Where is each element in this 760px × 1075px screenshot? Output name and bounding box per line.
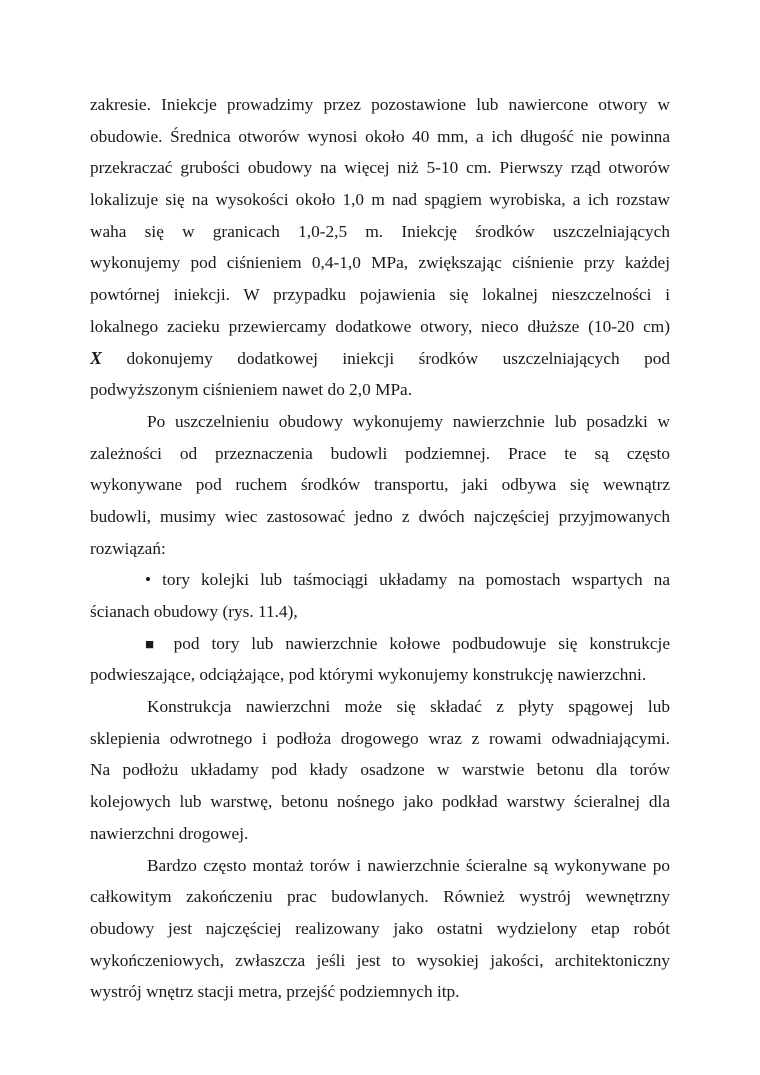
text-line: budowli, musimy wiec zastosować jedno z dwóch najczęściej przyjmowanych: [90, 506, 670, 526]
bullet-item-1: [90, 564, 670, 627]
paragraph-4: [90, 850, 670, 1008]
text-line: Po uszczelnieniu obudowy wykonujemy nawierzchnie lub posadzki w: [147, 411, 670, 431]
text-line: wystrój wnętrz stacji metra, przejść podziemnych itp.: [90, 982, 460, 1002]
bullet-square-icon: ■: [145, 636, 162, 653]
text-line: obudowy jest najczęściej realizowany jako ostatni wydzielony etap robót: [90, 918, 670, 938]
text-segment: dokonujemy dodatkowej iniekcji środków uszczelniających pod: [126, 348, 670, 368]
paragraph-3: [90, 691, 670, 849]
text-line: wykończeniowych, zwłaszcza jeśli jest to wysokiej jakości, architektoniczny: [90, 950, 670, 970]
text-line: Konstrukcja nawierzchni może się składać z płyty spągowej lub: [147, 697, 670, 717]
text-line: zależności od przeznaczenia budowli podziemnej. Prace te są często: [90, 443, 670, 463]
paragraph-1: [90, 89, 670, 406]
text-line-with-marker: [90, 343, 670, 375]
text-line: lokalnego zacieku przewiercamy dodatkowe otwory, nieco dłuższe (10-20 cm): [90, 316, 670, 336]
text-line: wykonywane pod ruchem środków transportu, jaki odbywa się wewnątrz: [90, 475, 670, 495]
text-line: ścianach obudowy (rys. 11.4),: [90, 602, 298, 621]
text-line: sklepienia odwrotnego i podłoża drogowego wraz z rowami odwadniającymi.: [90, 728, 670, 748]
text-line: podwyższonym ciśnieniem nawet do 2,0 MPa.: [90, 380, 413, 400]
text-line: waha się w granicach 1,0-2,5 m. Iniekcję środków uszczelniających: [90, 221, 670, 241]
text-segment: tory kolejki lub taśmociągi układamy na pomostach wspartych na: [162, 570, 670, 590]
text-line: zakresie. Iniekcje prowadzimy przez pozostawione lub nawiercone otwory w: [90, 95, 670, 114]
x-marker: X: [90, 347, 103, 368]
text-line: Bardzo często montaż torów i nawierzchnie ścieralne są wykonywane po: [147, 855, 670, 875]
text-line: powtórnej iniekcji. W przypadku pojawienia się lokalnej nieszczelności i: [90, 285, 670, 305]
text-line: [90, 564, 670, 596]
paragraph-2: [90, 406, 670, 564]
body-text: [90, 89, 670, 1008]
bullet-dot-icon: •: [145, 570, 152, 590]
text-line: Na podłożu układamy pod kłady osadzone w warstwie betonu dla torów: [90, 760, 670, 780]
text-segment: pod tory lub nawierzchnie kołowe podbudowuje się konstrukcje: [173, 633, 670, 653]
text-line: [90, 628, 670, 660]
bullet-item-2: [90, 628, 670, 691]
text-line: kolejowych lub warstwę, betonu nośnego jako podkład warstwy ścieralnej dla: [90, 792, 670, 812]
text-line: całkowitym zakończeniu prac budowlanych. Również wystrój wewnętrzny: [90, 887, 670, 907]
text-line: podwieszające, odciążające, pod którymi wykonujemy konstrukcję nawierzchni.: [90, 665, 647, 685]
text-line: lokalizuje się na wysokości około 1,0 m nad spągiem wyrobiska, a ich rozstaw: [90, 190, 670, 210]
text-line: rozwiązań:: [90, 538, 166, 558]
text-line: obudowie. Średnica otworów wynosi około 40 mm, a ich długość nie powinna: [90, 126, 670, 146]
text-line: wykonujemy pod ciśnieniem 0,4-1,0 MPa, zwiększając ciśnienie przy każdej: [90, 253, 670, 273]
text-line: nawierzchni drogowej.: [90, 823, 249, 843]
text-line: przekraczać grubości obudowy na więcej niż 5-10 cm. Pierwszy rząd otworów: [90, 158, 670, 178]
